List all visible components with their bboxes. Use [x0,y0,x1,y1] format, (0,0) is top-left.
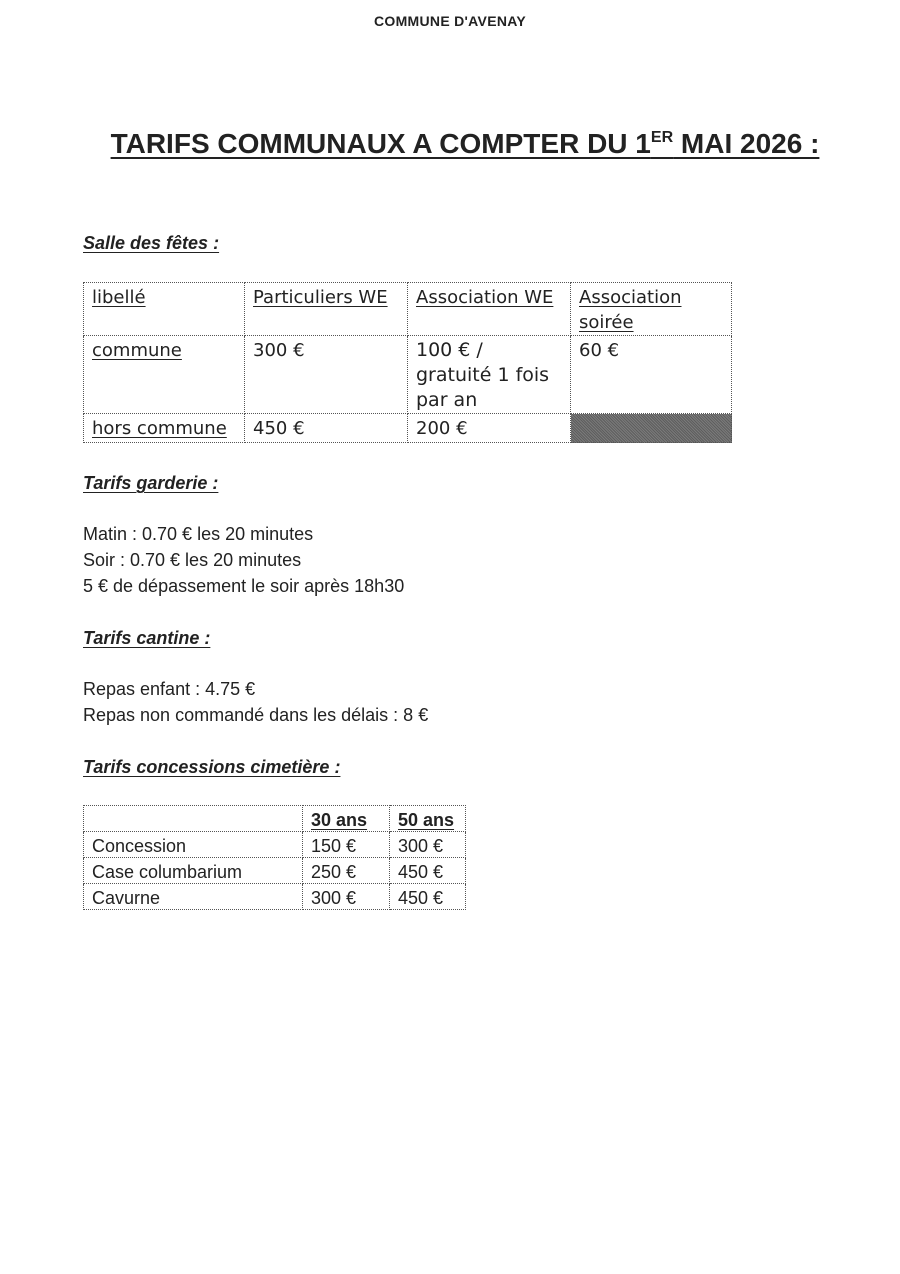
cell-association-we-commune: 100 € / gratuité 1 fois par an [408,336,571,414]
cantine-section-title: Tarifs cantine : [83,628,211,648]
commune-header: COMMUNE D'AVENAY [373,13,527,29]
cell-association-we-hors-commune: 200 € [408,414,571,443]
cell-columbarium-30: 250 € [303,858,390,884]
header-30-ans: 30 ans [303,806,390,832]
header-libelle: libellé [84,283,245,336]
header-association-we: Association WE [408,283,571,336]
salle-tarifs-table [83,282,732,443]
cell-concession-50: 300 € [390,832,466,858]
table-header-row [84,806,466,832]
header-particuliers-we: Particuliers WE [245,283,408,336]
cell-columbarium-50: 450 € [390,858,466,884]
cell-particuliers-commune: 300 € [245,336,408,414]
table-header-row [84,283,732,336]
row-label-case-columbarium: Case columbarium [84,858,303,884]
cimetiere-tarifs-table [83,805,466,910]
table-row [84,336,732,414]
header-empty [84,806,303,832]
row-label-commune: commune [84,336,245,414]
table-row [84,858,466,884]
table-row [84,414,732,443]
page-title: TARIFS COMMUNAUX A COMPTER DU 1ER MAI 2026 : [110,128,820,159]
cell-cavurne-30: 300 € [303,884,390,910]
salle-section-title: Salle des fêtes : [83,233,220,253]
garderie-section-title: Tarifs garderie : [83,473,219,493]
row-label-hors-commune: hors commune [84,414,245,443]
header-50-ans: 50 ans [390,806,466,832]
garderie-line-depassement: 5 € de dépassement le soir après 18h30 [83,576,405,596]
cantine-line-repas-non-commande: Repas non commandé dans les délais : 8 € [83,705,429,725]
cimetiere-section-title: Tarifs concessions cimetière : [83,757,341,777]
cell-association-soiree-commune: 60 € [571,336,732,414]
garderie-line-soir: Soir : 0.70 € les 20 minutes [83,550,302,570]
table-row [84,832,466,858]
row-label-cavurne: Cavurne [84,884,303,910]
row-label-concession: Concession [84,832,303,858]
garderie-line-matin: Matin : 0.70 € les 20 minutes [83,524,314,544]
header-association-soiree: Association soirée [571,283,732,336]
cantine-line-repas-enfant: Repas enfant : 4.75 € [83,679,256,699]
cell-cavurne-50: 450 € [390,884,466,910]
cell-association-soiree-hors-commune-shaded [571,414,732,443]
table-row [84,884,466,910]
cell-particuliers-hors-commune: 450 € [245,414,408,443]
cell-concession-30: 150 € [303,832,390,858]
